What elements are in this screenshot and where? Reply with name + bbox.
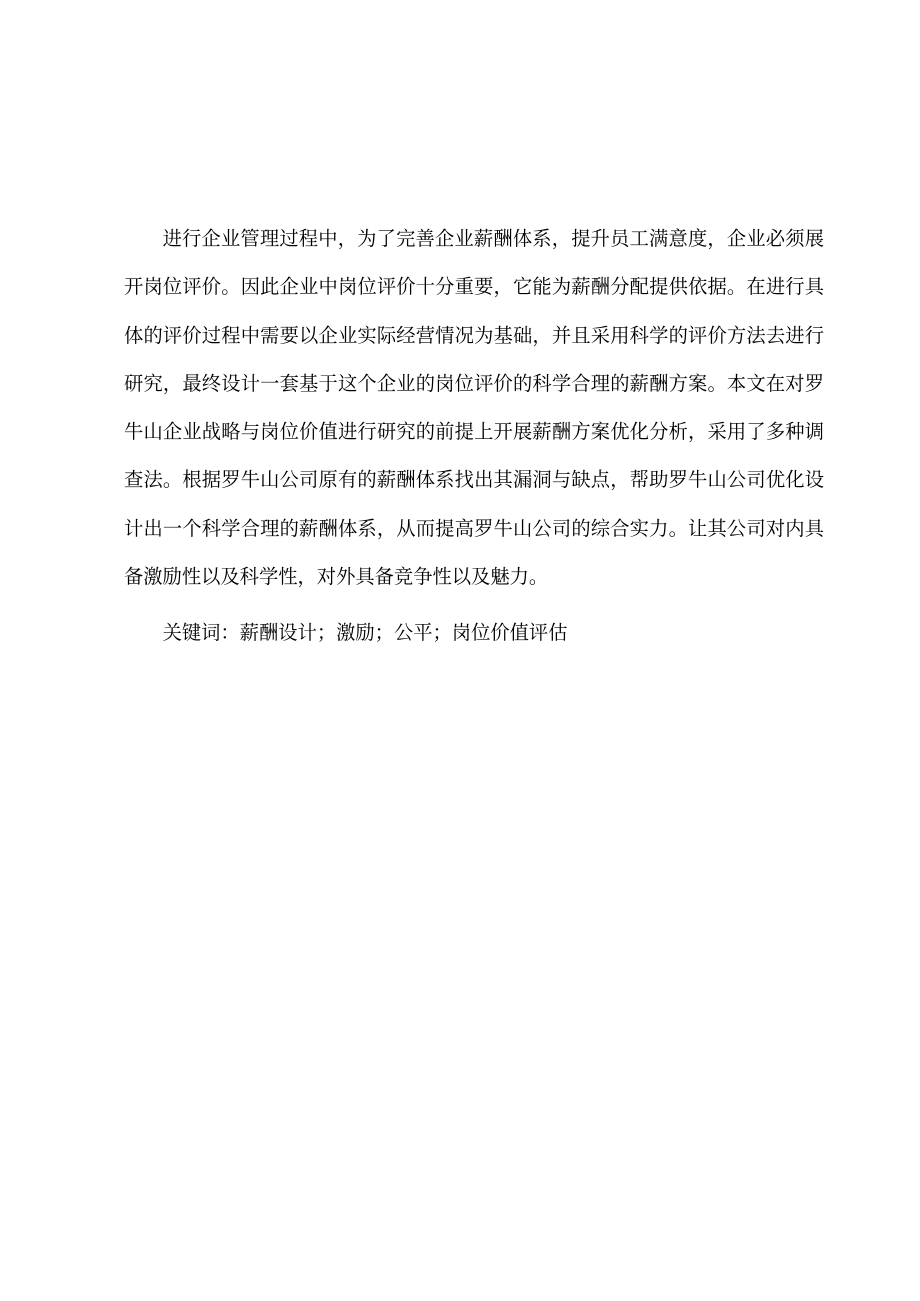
abstract-section	[124, 215, 824, 658]
abstract-paragraph: 进行企业管理过程中，为了完善企业薪酬体系，提升员工满意度，企业必须展开岗位评价。因此企业中岗位评价十分重要，它能为薪酬分配提供依据。在进行具体的评价过程中需要以企业实际经营情况为基础，并且采用科学的评价方法去进行研究，最终设计一套基于这个企业的岗位评价的科学合理的薪酬方案。本文在对罗牛山企业战略与岗位价值进行研究的前提上开展薪酬方案优化分析，采用了多种调查法。根据罗牛山公司原有的薪酬体系找出其漏洞与缺点，帮助罗牛山公司优化设计出一个科学合理的薪酬体系，从而提高罗牛山公司的综合实力。让其公司对内具备激励性以及科学性，对外具备竞争性以及魅力。	[124, 227, 824, 589]
keywords-line: 关键词：薪酬设计；激励；公平；岗位价值评估	[162, 621, 568, 645]
